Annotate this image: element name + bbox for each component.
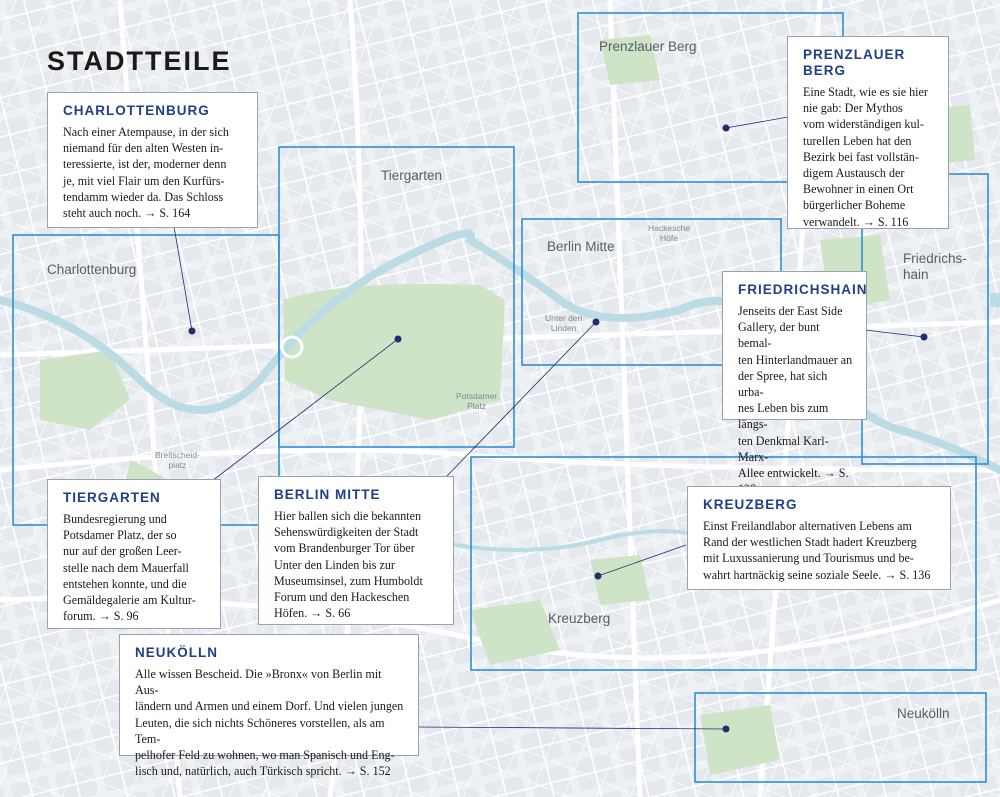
map-label-friedrichshain: Friedrichs- hain: [903, 251, 967, 282]
card-prenzlauer-berg: [787, 36, 949, 229]
map-label-breitscheidplatz: Breitscheid- platz: [155, 450, 200, 470]
map-label-charlottenburg: Charlottenburg: [47, 262, 137, 277]
card-tiergarten: [47, 479, 221, 629]
map-label-unter-den-linden: Unter den Linden: [545, 313, 583, 333]
card-heading: TIERGARTEN: [63, 490, 161, 505]
page-title: STADTTEILE: [47, 46, 232, 76]
map-label-prenzlauer-berg: Prenzlauer Berg: [599, 39, 697, 54]
card-heading: PRENZLAUER BERG: [803, 47, 906, 78]
card-friedrichshain: [722, 271, 868, 481]
card-berlin-mitte: [258, 476, 454, 625]
card-heading: CHARLOTTENBURG: [63, 103, 210, 118]
card-text: Hier ballen sich die bekannten Sehenswürdigkeiten der Stadt vom Brandenburger Tor über Unter den Linden bis zur Museumsinsel, zum Humboldt Forum und den Hackeschen Höfen. → S. 66: [274, 509, 423, 621]
map-label-berlin-mitte: Berlin Mitte: [547, 239, 615, 254]
map-label-potsdamer-platz: Potsdamer Platz: [456, 391, 498, 411]
card-text: Jenseits der East Side Gallery, der bunt bemal- ten Hinterlandmauer an der Spree, hat sich urba- nes Leben bis zum längs- ten Denkmal Karl-Marx- Allee entwickelt. → S.: [738, 304, 853, 481]
card-neukoelln: [119, 634, 419, 779]
map-label-hackesche-hoefe: Hackesche Höfe: [648, 223, 691, 243]
card-text: Einst Freilandlabor alternativen Lebens am Rand der westlichen Stadt hadert Kreuzberg mit Luxussanierung und Tourismus und be- wahrt hartnäckig seine soziale Seele. → S. 136: [703, 519, 931, 582]
card-heading: KREUZBERG: [703, 497, 798, 512]
map-label-tiergarten: Tiergarten: [381, 168, 443, 183]
card-text: Eine Stadt, wie es sie hier nie gab: Der Mythos vom widerständigen kul- turellen Leben hat den Bezirk bei fast vollstän- digem Austausch der Bewohner in einen Ort bürgerlicher Boheme verwandelt. → S. 116: [803, 85, 928, 229]
card-heading: NEUKÖLLN: [135, 645, 218, 660]
card-text: Bundesregierung und Potsdamer Platz, der so nur auf der großen Leer- stelle nach dem Mauerfall entstehen konnte, und die Gemäldegalerie am Kultur- forum. → S. 96: [63, 512, 196, 624]
map-label-neukoelln: Neukölln: [897, 706, 950, 721]
card-heading: FRIEDRICHSHAIN: [738, 282, 868, 297]
card-text: Alle wissen Bescheid. Die »Bronx« von Berlin mit Aus- ländern und Armen und einem Dorf. Und vielen jungen Leuten, die sich nichts Schöneres vorstellen, als am Tem- pelhofer Feld zu wohnen, wo man Spanisch und Eng- lisch und, natürlich, auch Türkisch spricht. → S. 152: [135, 667, 404, 779]
map-label-kreuzberg: Kreuzberg: [548, 611, 611, 626]
card-text: Nach einer Atempause, in der sich niemand für den alten Westen in- teressierte, ist der, moderner denn je, mit viel Flair um den Kurfürs- tendamm wieder da. Das Schloss steht auch noch. → S. 164: [63, 125, 229, 221]
card-heading: BERLIN MITTE: [274, 487, 381, 502]
card-charlottenburg: [47, 92, 258, 228]
card-kreuzberg: [687, 486, 951, 590]
